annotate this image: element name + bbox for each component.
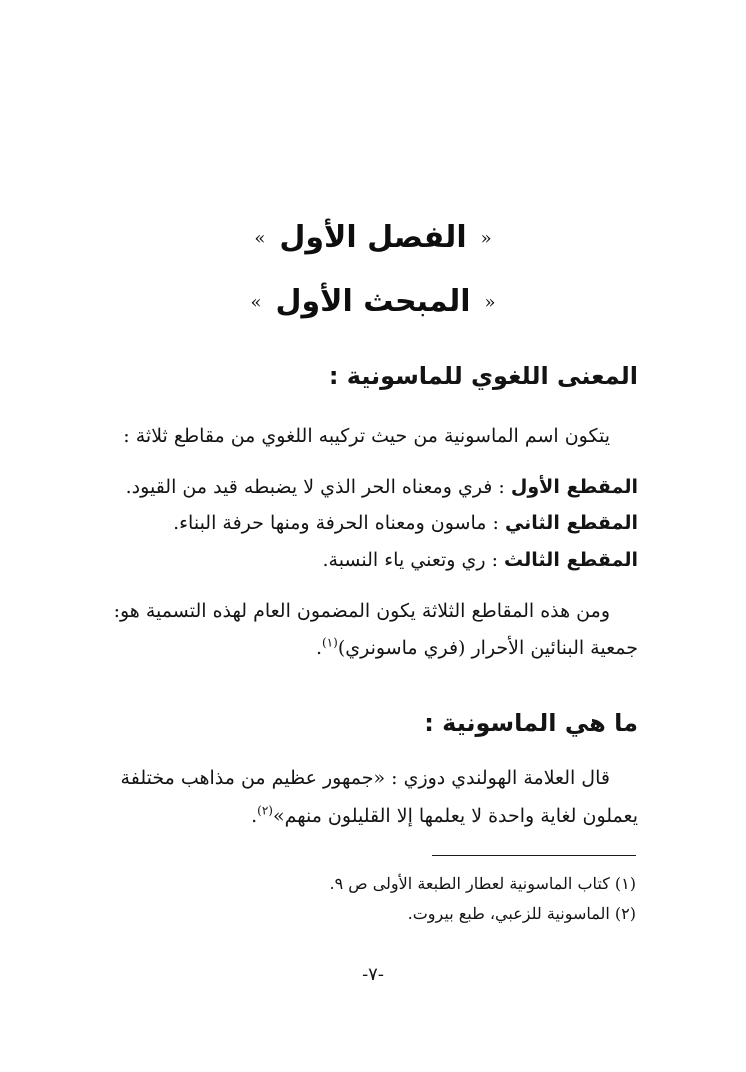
- section-heading: [0, 282, 746, 323]
- syllable-third: [322, 545, 638, 575]
- footnote-1: (١) كتاب الماسونية لعطار الطبعة الأولى ص ٩.: [329, 874, 636, 893]
- chapter-close-quote: »: [254, 227, 266, 249]
- summary-line-1: ومن هذه المقاطع الثلاثة يكون المضمون العام لهذه التسمية هو:: [113, 600, 610, 622]
- footnote-separator: [432, 855, 636, 856]
- what-is-masonry-heading: ما هي الماسونية :: [424, 709, 638, 737]
- footnote-ref-2[interactable]: (٢): [257, 803, 273, 818]
- syllable-second-text: : ماسون ومعناه الحرفة ومنها حرفة البناء.: [173, 512, 499, 534]
- syllable-first-text: : فري ومعناه الحر الذي لا يضبطه قيد من القيود.: [125, 476, 505, 498]
- syllable-first-label: المقطع الأول: [510, 476, 638, 498]
- lexical-intro: يتكون اسم الماسونية من حيث تركيبه اللغوي من مقاطع ثلاثة :: [123, 425, 610, 447]
- footnote-ref-1[interactable]: (١): [321, 635, 338, 650]
- lexical-meaning-heading: المعنى اللغوي للماسونية :: [328, 362, 638, 390]
- syllable-second: [173, 508, 638, 538]
- footnote-2: (٢) الماسونية للزعبي، طبع بيروت.: [407, 904, 636, 923]
- section-title: المبحث الأول: [275, 284, 471, 319]
- dozy-quote-line-1: قال العلامة الهولندي دوزي : «جمهور عظيم من مذاهب مختلفة: [120, 767, 610, 789]
- dozy-quote-line-2: [251, 801, 638, 831]
- syllable-second-label: المقطع الثاني: [504, 512, 638, 534]
- summary-line-2-text: جمعية البنائين الأحرار (فري ماسونري): [337, 637, 638, 659]
- section-close-quote: »: [250, 291, 262, 313]
- syllable-third-label: المقطع الثالث: [504, 549, 638, 571]
- summary-line-2: [316, 633, 638, 663]
- syllable-first: [126, 472, 638, 502]
- dozy-quote-line-2-text: يعملون لغاية واحدة لا يعلمها إلا القليلون منهم»: [272, 805, 638, 827]
- page-number: -٧-: [362, 964, 384, 985]
- chapter-open-quote: «: [480, 227, 492, 249]
- summary-line-2-end: .: [315, 637, 322, 659]
- section-open-quote: «: [484, 291, 496, 313]
- chapter-heading: [0, 218, 746, 259]
- dozy-quote-line-2-end: .: [251, 805, 258, 827]
- chapter-title: الفصل الأول: [279, 220, 467, 255]
- syllable-third-text: : ري وتعني ياء النسبة.: [322, 549, 498, 571]
